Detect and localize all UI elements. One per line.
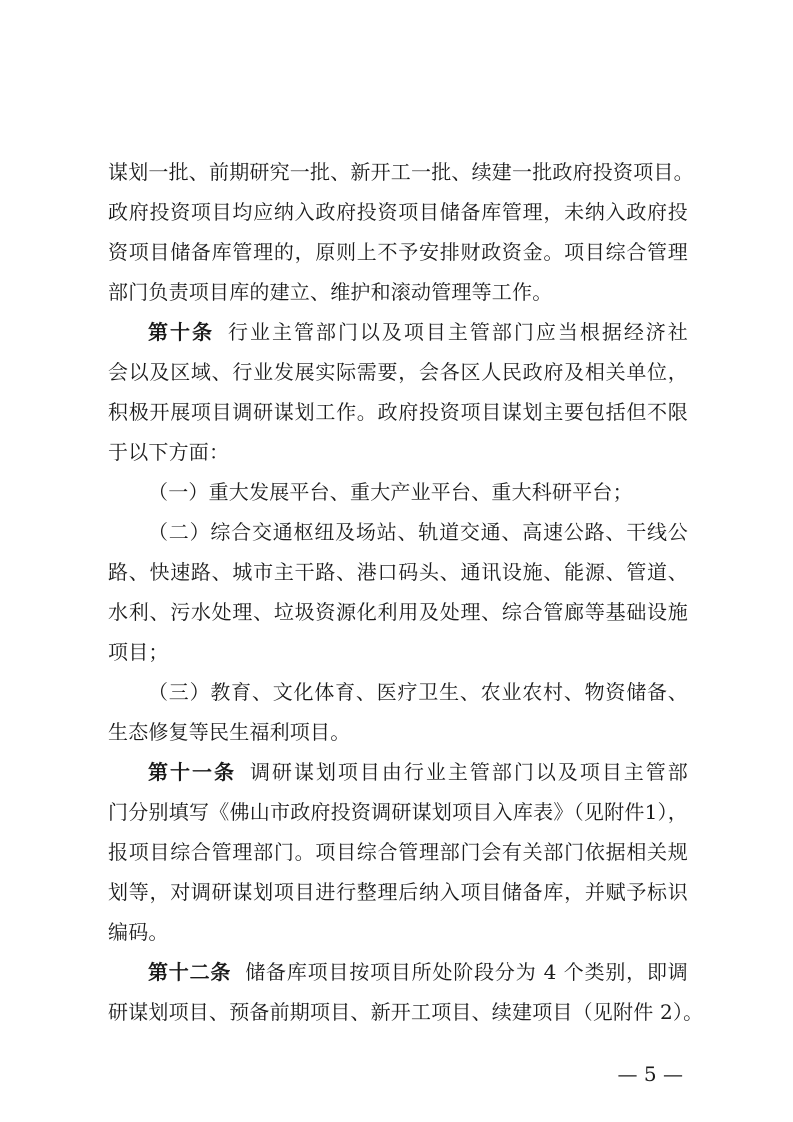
article-11-first-line <box>148 752 688 792</box>
body-text-line: 路、快速路、城市主干路、港口码头、通讯设施、能源、管道、 <box>108 560 688 584</box>
body-text-line: 门分别填写《佛山市政府投资调研谋划项目入库表》（见附件1）， <box>108 800 688 824</box>
article-11-text: 调研谋划项目由行业主管部门以及项目主管部 <box>249 760 688 784</box>
article-12-label: 第十二条 <box>148 960 232 984</box>
body-text-line: 政府投资项目均应纳入政府投资项目储备库管理，未纳入政府投 <box>108 200 688 224</box>
body-text-line: 会以及区域、行业发展实际需要，会各区人民政府及相关单位， <box>108 360 688 384</box>
article-10-text: 行业主管部门以及项目主管部门应当根据经济社 <box>227 320 688 344</box>
body-text-line: 生态修复等民生福利项目。 <box>108 720 351 744</box>
list-item-1: （一）重大发展平台、重大产业平台、重大科研平台； <box>148 480 633 504</box>
body-text-line: 积极开展项目调研谋划工作。政府投资项目谋划主要包括但不限 <box>108 400 688 424</box>
body-text-line: 资项目储备库管理的，原则上不予安排财政资金。项目综合管理 <box>108 240 688 264</box>
article-12-first-line <box>148 952 688 992</box>
body-text-line: 报项目综合管理部门。项目综合管理部门会有关部门依据相关规 <box>108 840 688 864</box>
body-text-line: 于以下方面： <box>108 440 230 464</box>
body-text-line: 划等，对调研谋划项目进行整理后纳入项目储备库，并赋予标识 <box>108 880 688 904</box>
body-text-line: 水利、污水处理、垃圾资源化利用及处理、综合管廊等基础设施 <box>108 600 688 624</box>
body-text-line: 编码。 <box>108 920 169 944</box>
body-text-line: 研谋划项目、预备前期项目、新开工项目、续建项目（见附件 2）。 <box>108 1000 704 1024</box>
list-item-2: （二）综合交通枢纽及场站、轨道交通、高速公路、干线公 <box>148 520 688 544</box>
page-number: — 5 — <box>617 1062 683 1086</box>
list-item-3: （三）教育、文化体育、医疗卫生、农业农村、物资储备、 <box>148 680 688 704</box>
body-text-line: 部门负责项目库的建立、维护和滚动管理等工作。 <box>108 280 553 304</box>
article-10-first-line <box>148 312 688 352</box>
article-12-text: 储备库项目按项目所处阶段分为 4 个类别，即调 <box>245 960 688 984</box>
article-11-label: 第十一条 <box>148 760 236 784</box>
body-text-line: 谋划一批、前期研究一批、新开工一批、续建一批政府投资项目。 <box>108 160 694 184</box>
article-10-label: 第十条 <box>148 320 214 344</box>
body-text-line: 项目； <box>108 640 169 664</box>
